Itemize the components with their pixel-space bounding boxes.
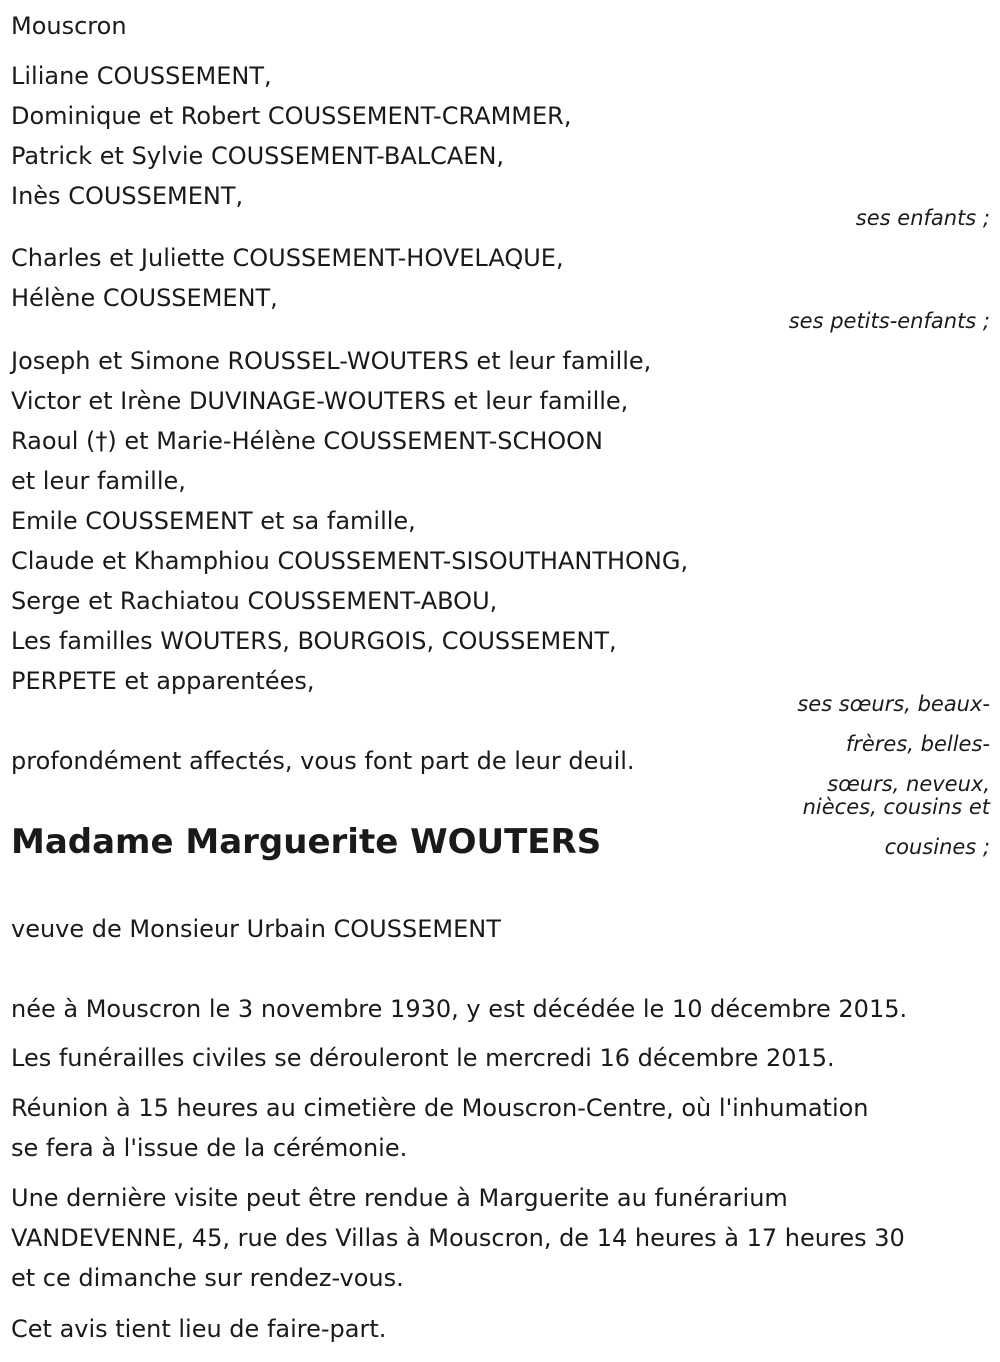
- funeral-meeting-line: Réunion à 15 heures au cimetière de Mouscron-Centre, où l'inhumation: [11, 1094, 869, 1122]
- grandchildren-line: Charles et Juliette COUSSEMENT-HOVELAQUE,: [11, 244, 564, 272]
- birth-death: née à Mouscron le 3 novembre 1930, y est décédée le 10 décembre 2015.: [11, 995, 908, 1023]
- relatives-role-line: frères, belles-: [845, 732, 990, 756]
- relatives-role-line: ses sœurs, beaux-: [797, 692, 990, 716]
- relatives-line: Emile COUSSEMENT et sa famille,: [11, 507, 416, 535]
- announcement: profondément affectés, vous font part de leur deuil.: [11, 747, 635, 775]
- grandchildren-line: Hélène COUSSEMENT,: [11, 284, 278, 312]
- city: Mouscron: [11, 12, 127, 40]
- relatives-line: Les familles WOUTERS, BOURGOIS, COUSSEMENT,: [11, 627, 617, 655]
- funeral-visit-line: VANDEVENNE, 45, rue des Villas à Mouscron, de 14 heures à 17 heures 30: [11, 1224, 905, 1252]
- relatives-line: PERPETE et apparentées,: [11, 667, 315, 695]
- grandchildren-role: ses petits-enfants ;: [788, 309, 990, 333]
- relatives-line: Joseph et Simone ROUSSEL-WOUTERS et leur famille,: [11, 347, 652, 375]
- relatives-line: Victor et Irène DUVINAGE-WOUTERS et leur famille,: [11, 387, 629, 415]
- closing: Cet avis tient lieu de faire-part.: [11, 1315, 387, 1343]
- relatives-line: Claude et Khamphiou COUSSEMENT-SISOUTHANTHONG,: [11, 547, 689, 575]
- children-line: Liliane COUSSEMENT,: [11, 62, 272, 90]
- relatives-role-line: sœurs, neveux,: [827, 772, 990, 796]
- children-role: ses enfants ;: [855, 206, 990, 230]
- children-line: Patrick et Sylvie COUSSEMENT-BALCAEN,: [11, 142, 505, 170]
- children-line: Inès COUSSEMENT,: [11, 182, 244, 210]
- relatives-line: Serge et Rachiatou COUSSEMENT-ABOU,: [11, 587, 498, 615]
- funeral-meeting-line: se fera à l'issue de la cérémonie.: [11, 1134, 408, 1162]
- deceased-name: Madame Marguerite WOUTERS: [11, 822, 602, 862]
- relatives-role-line: cousines ;: [884, 835, 990, 859]
- funeral-visit-line: Une dernière visite peut être rendue à Marguerite au funérarium: [11, 1184, 788, 1212]
- funeral-visit-line: et ce dimanche sur rendez-vous.: [11, 1264, 404, 1292]
- children-line: Dominique et Robert COUSSEMENT-CRAMMER,: [11, 102, 572, 130]
- relatives-line: et leur famille,: [11, 467, 186, 495]
- relatives-role-line: nièces, cousins et: [802, 795, 990, 819]
- funeral-civil: Les funérailles civiles se dérouleront le mercredi 16 décembre 2015.: [11, 1044, 835, 1072]
- widow-of: veuve de Monsieur Urbain COUSSEMENT: [11, 915, 501, 943]
- relatives-line: Raoul (†) et Marie-Hélène COUSSEMENT-SCHOON: [11, 427, 603, 455]
